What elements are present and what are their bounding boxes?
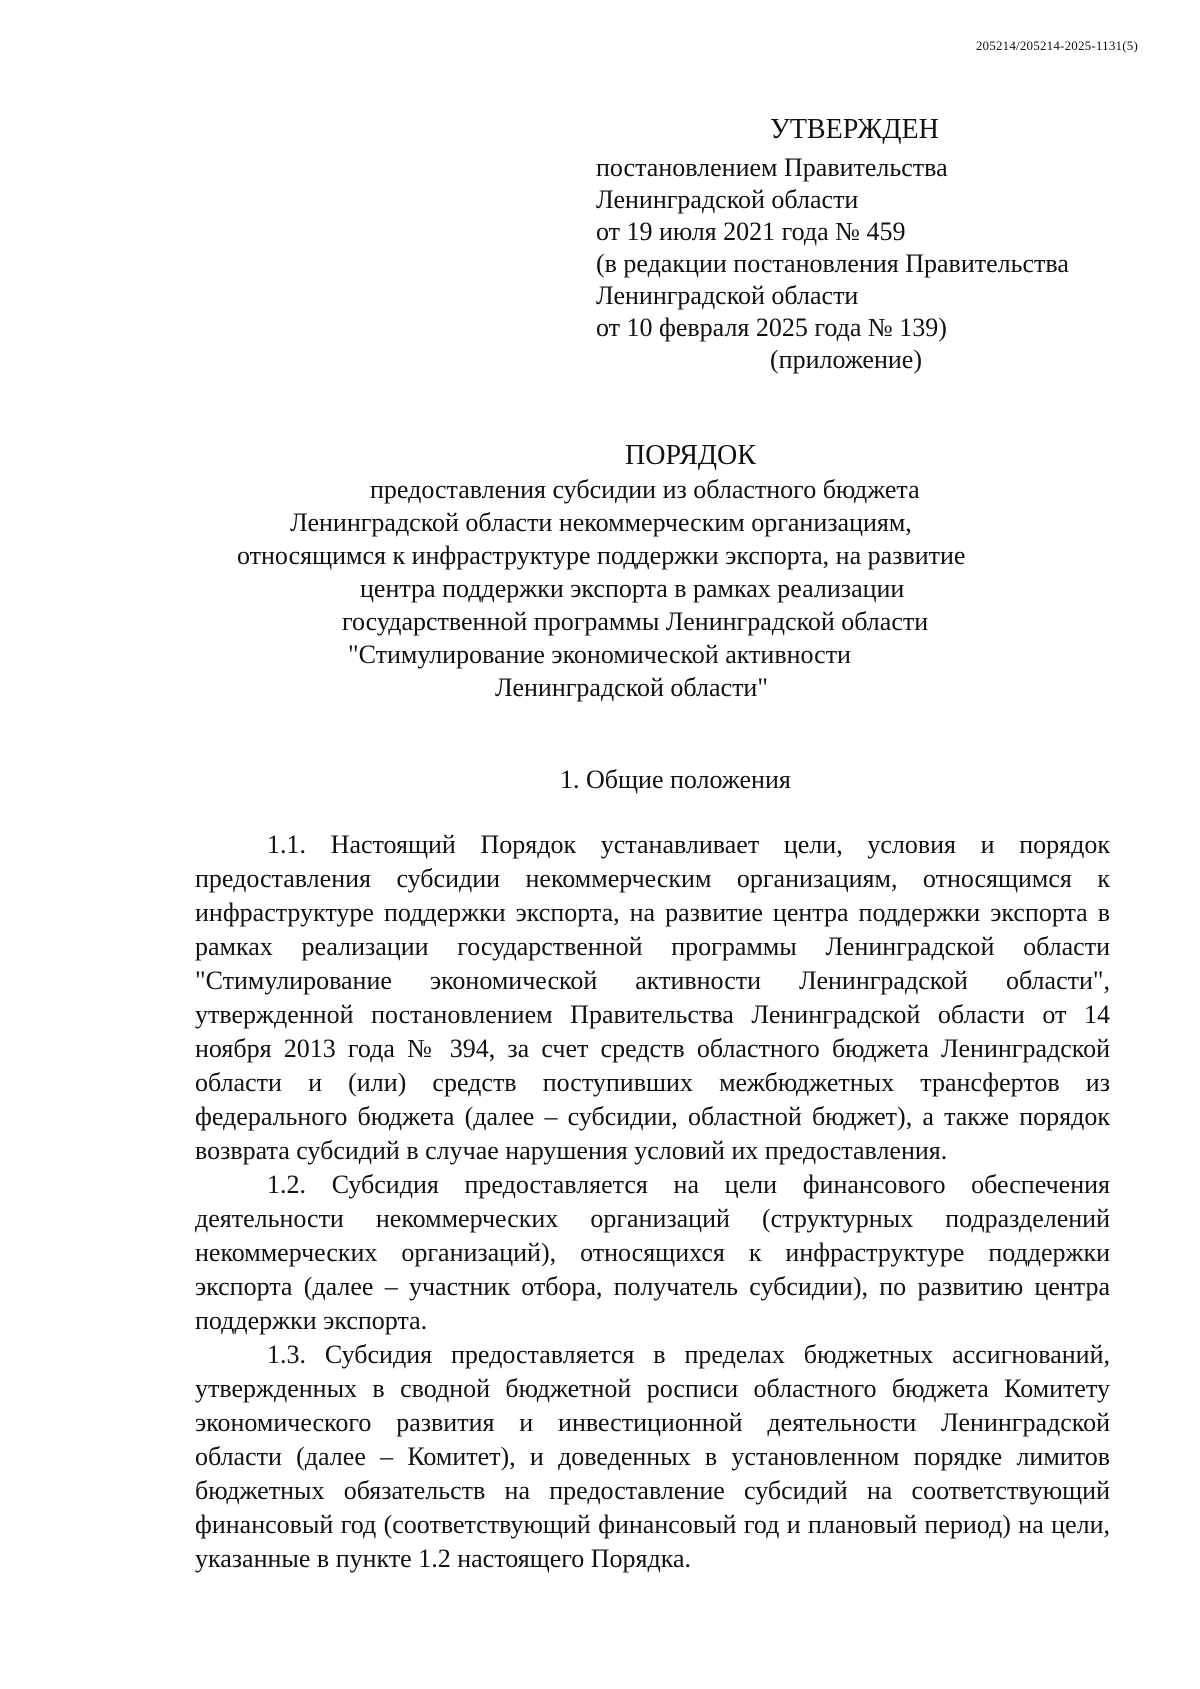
- approval-line: от 19 июля 2021 года № 459: [596, 217, 906, 246]
- approval-note: (приложение): [770, 345, 923, 374]
- approval-line: (в редакции постановления Правительства: [596, 249, 1069, 278]
- approval-line: постановлением Правительства: [596, 153, 948, 182]
- paragraph: 1.1. Настоящий Порядок устанавливает цели, условия и порядок предоставления субсидии некоммерческим организациям, относящимся к инфраструктуре поддержки экспорта, на развитие центра поддержки экспорта в рамках реализации государственной программы Ленинградской области "Стимулирование экономической активности Ленинградской области", утвержденной постановлением Правительства Ленинградской области от 14 ноября 2013 года № 394, за счет средств областного бюджета Ленинградской области и (или) средств поступивших межбюджетных трансфертов из федерального бюджета (далее – субсидии, областной бюджет), а также порядок возврата субсидий в случае нарушения условий их предоставления.: [195, 830, 1110, 1165]
- subtitle-line: "Стимулирование экономической активности: [348, 640, 851, 669]
- approval-stamp: [596, 114, 1069, 376]
- approval-line: Ленинградской области: [596, 281, 859, 310]
- document-title: ПОРЯДОК: [625, 440, 756, 471]
- approval-line: от 10 февраля 2025 года № 139): [596, 313, 947, 342]
- document-id: 205214/205214-2025-1131(5): [975, 38, 1138, 53]
- subtitle-line: Ленинградской области": [495, 673, 768, 702]
- approval-line: Ленинградской области: [596, 185, 859, 214]
- subtitle-line: предоставления субсидии из областного бюджета: [370, 475, 920, 504]
- subtitle-line: Ленинградской области некоммерческим организациям,: [290, 508, 912, 537]
- paragraph: 1.3. Субсидия предоставляется в пределах бюджетных ассигнований, утвержденных в сводной бюджетной росписи областного бюджета Комитету экономического развития и инвестиционной деятельности Ленинградской области (далее – Комитет), и доведенных в установленном порядке лимитов бюджетных обязательств на предоставление субсидий на соответствующий финансовый год (соответствующий финансовый год и плановый период) на цели, указанные в пункте 1.2 настоящего Порядка.: [195, 1340, 1110, 1573]
- document-subtitle: [0, 473, 1200, 704]
- document-body: [195, 828, 1110, 1576]
- paragraph: 1.2. Субсидия предоставляется на цели финансового обеспечения деятельности некоммерческих организаций (структурных подразделений некоммерческих организаций), относящихся к инфраструктуре поддержки экспорта (далее – участник отбора, получатель субсидии), по развитию центра поддержки экспорта.: [195, 1170, 1110, 1335]
- approval-heading: УТВЕРЖДЕН: [770, 114, 939, 145]
- subtitle-line: центра поддержки экспорта в рамках реализации: [360, 574, 905, 603]
- section-heading: 1. Общие положения: [560, 765, 791, 794]
- subtitle-line: государственной программы Ленинградской области: [342, 607, 929, 636]
- subtitle-line: относящимся к инфраструктуре поддержки экспорта, на развитие: [237, 541, 966, 570]
